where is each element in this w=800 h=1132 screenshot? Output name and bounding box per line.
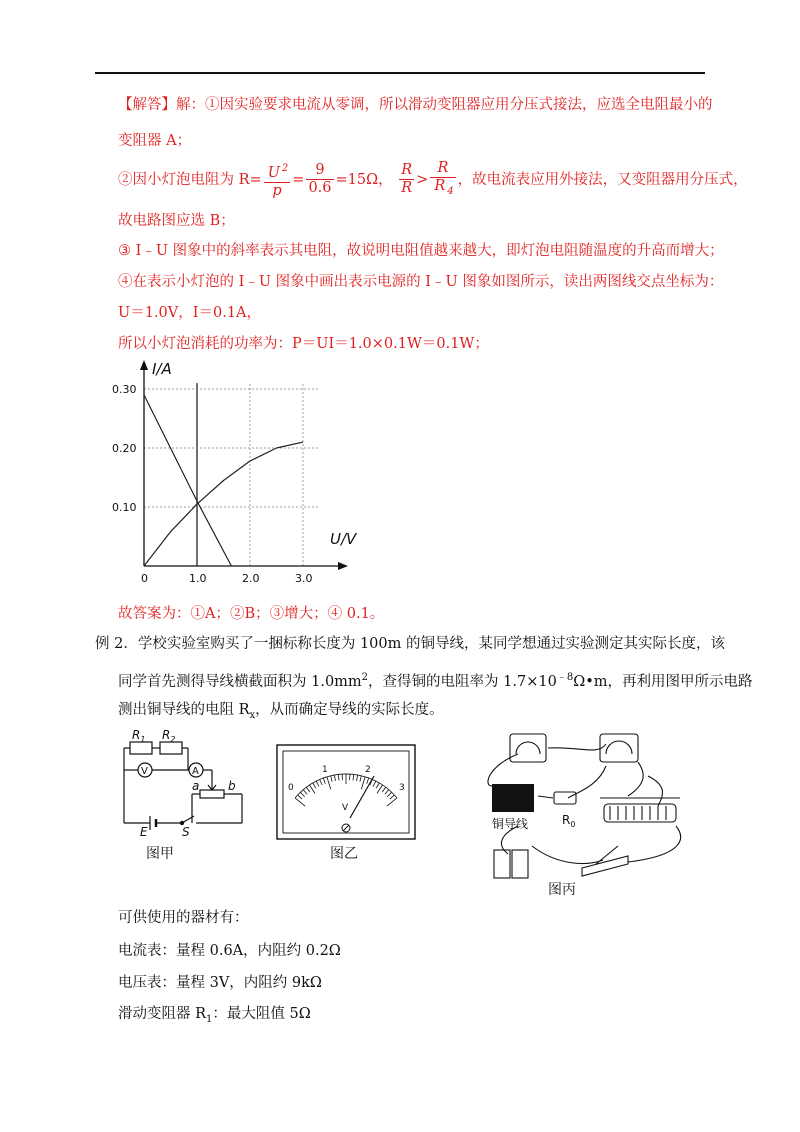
y-tick-label: 0.10 <box>112 501 137 514</box>
label-copper-wire: 铜导线 <box>492 817 529 831</box>
dial-tick-mark <box>298 795 302 799</box>
material-rheostat: 滑动变阻器 $R_1$：最大阻值 5Ω <box>118 1006 311 1025</box>
dial-unit: V <box>342 803 349 813</box>
formula-prefix: ②因小灯泡电阻为 R= <box>118 171 262 188</box>
dial-tick-mark <box>357 775 358 781</box>
label-v: V <box>141 766 148 777</box>
answer-line-2: 变阻器 A； <box>118 133 192 149</box>
dial-tick-mark <box>316 781 319 786</box>
series-line-source <box>144 395 231 566</box>
x-tick-label: 2.0 <box>242 572 260 583</box>
formula-result: =15Ω， <box>335 171 393 188</box>
label-a-point: a <box>192 779 200 793</box>
dial-tick-mark <box>331 776 332 782</box>
meter-1 <box>510 734 546 762</box>
answer-line-6: ④在表示小灯泡的 I﹣U 图象中画出表示电源的 I﹣U 图象如图所示，读出两图线交点坐标为： <box>118 274 724 290</box>
dial-tick-mark <box>327 777 331 790</box>
dial-tick-mark <box>334 775 335 781</box>
dial-tick-mark <box>353 775 354 781</box>
switch-base <box>582 856 628 876</box>
answer-line-1: 【解答】解：①因实验要求电流从零调，所以滑动变阻器应用分压式接法，应选全电阻最小的 <box>118 97 713 113</box>
circuit-diagram-jia <box>112 728 262 868</box>
y-axis-arrow <box>140 360 148 370</box>
caption-bing: 图丙 <box>548 882 576 898</box>
dial-tick-mark <box>306 787 310 792</box>
answer-line-8: 所以小灯泡消耗的功率为：P＝UI＝1.0×0.1W＝0.1W； <box>118 336 489 352</box>
material-voltmeter: 电压表：量程 3V，内阻约 9kΩ <box>118 975 322 991</box>
x-tick-label: 0 <box>141 572 148 583</box>
example2-line-2: 同学首先测得导线横截面积为 $1.0mm^2$，查得铜的电阻率为 $1.7\times 10^{﹣8}\Omega•m$，再利用图甲所示电路 <box>118 672 753 690</box>
formula-suffix: ，故电流表应用外接法，又变阻器用分压式， <box>457 171 748 188</box>
y-tick-label: 0.20 <box>112 442 137 455</box>
fraction-r-r: $\frac{R}{R}$ <box>401 162 413 197</box>
dial-tick-mark <box>303 790 307 795</box>
dial-tick-2: 2 <box>365 765 371 775</box>
fraction-9-0.6: $\frac{9}{0.6}$ <box>308 162 332 197</box>
physical-setup-bing <box>478 726 698 886</box>
dial-tick-mark <box>310 785 316 793</box>
caption-yi: 图乙 <box>330 846 358 862</box>
label-r1: $R_1$ <box>132 728 146 744</box>
dial-tick-mark <box>376 783 379 788</box>
dial-tick-mark <box>367 778 369 784</box>
label-b-point: b <box>228 779 236 793</box>
dial-tick-1: 1 <box>322 765 328 775</box>
equals-sign: = <box>292 171 305 188</box>
dial-tick-mark <box>300 792 304 796</box>
resistor-r0 <box>554 792 576 804</box>
greater-than: > <box>416 171 429 188</box>
fraction-r-r4: $\frac{R}{R _4}$ <box>430 160 455 200</box>
x-axis-arrow <box>338 562 348 570</box>
series-line-lamp <box>144 442 303 566</box>
x-tick-label: 3.0 <box>295 572 313 583</box>
iu-chart <box>110 358 370 583</box>
rheostat-coil <box>604 804 676 822</box>
dial-tick-mark <box>373 781 376 786</box>
x-tick-label: 1.0 <box>189 572 207 583</box>
dial-tick-mark <box>320 780 322 786</box>
answer-line-7: U＝1.0V，I＝0.1A， <box>118 305 262 321</box>
label-r0: $R_0$ <box>562 813 576 829</box>
example2-line-3: 测出铜导线的电阻 $R_x$，从而确定导线的实际长度。 <box>118 702 444 721</box>
dial-needle <box>350 776 374 818</box>
copper-wire-coil <box>492 784 534 812</box>
dial-tick-mark <box>295 798 305 806</box>
dial-tick-0: 0 <box>288 783 294 793</box>
answer-line-5: ③ I﹣U 图象中的斜率表示其电阻，故说明电阻值越来越大，即灯泡电阻随温度的升高而增大； <box>118 243 724 259</box>
dial-tick-mark <box>385 790 389 795</box>
fraction-u2-p: $\frac{U ^2}{p}$ <box>264 160 291 200</box>
dial-tick-mark <box>360 776 361 782</box>
label-a: A <box>192 766 199 777</box>
y-axis-label: I/A <box>152 360 172 378</box>
meter-2 <box>600 734 638 762</box>
dial-tick-3: 3 <box>399 783 405 793</box>
x-axis-label: U/V <box>330 530 357 548</box>
label-e: E <box>140 825 148 839</box>
dial-tick-mark <box>338 775 339 781</box>
dial-tick-mark <box>387 798 397 806</box>
caption-jia: 图甲 <box>146 846 174 862</box>
label-s: S <box>182 825 190 839</box>
voltmeter-dial-yi <box>276 744 416 840</box>
y-tick-label: 0.30 <box>112 383 137 396</box>
example2-line-1: 例 2．学校实验室购买了一捆标称长度为 100m 的铜导线，某同学想通过实验测定其实际长度，该 <box>95 636 725 652</box>
dial-tick-mark <box>387 792 391 796</box>
answer-line-4: 故电路图应选 B； <box>118 213 235 229</box>
answer-line-3 <box>118 160 748 200</box>
dial-tick-mark <box>377 785 383 793</box>
header-rule <box>95 72 705 74</box>
dial-tick-mark <box>361 777 365 790</box>
dial-tick-mark <box>390 795 394 799</box>
label-r2: $R_2$ <box>162 728 176 744</box>
final-answer: 故答案为：①A；②B；③增大；④ 0.1。 <box>118 606 385 622</box>
battery-2 <box>512 850 528 878</box>
dial-tick-mark <box>323 778 325 784</box>
materials-title: 可供使用的器材有： <box>118 910 249 926</box>
material-ammeter: 电流表：量程 0.6A，内阻约 0.2Ω <box>118 943 341 959</box>
rheostat <box>200 790 224 798</box>
dial-tick-mark <box>382 787 386 792</box>
dial-tick-mark <box>313 783 316 788</box>
